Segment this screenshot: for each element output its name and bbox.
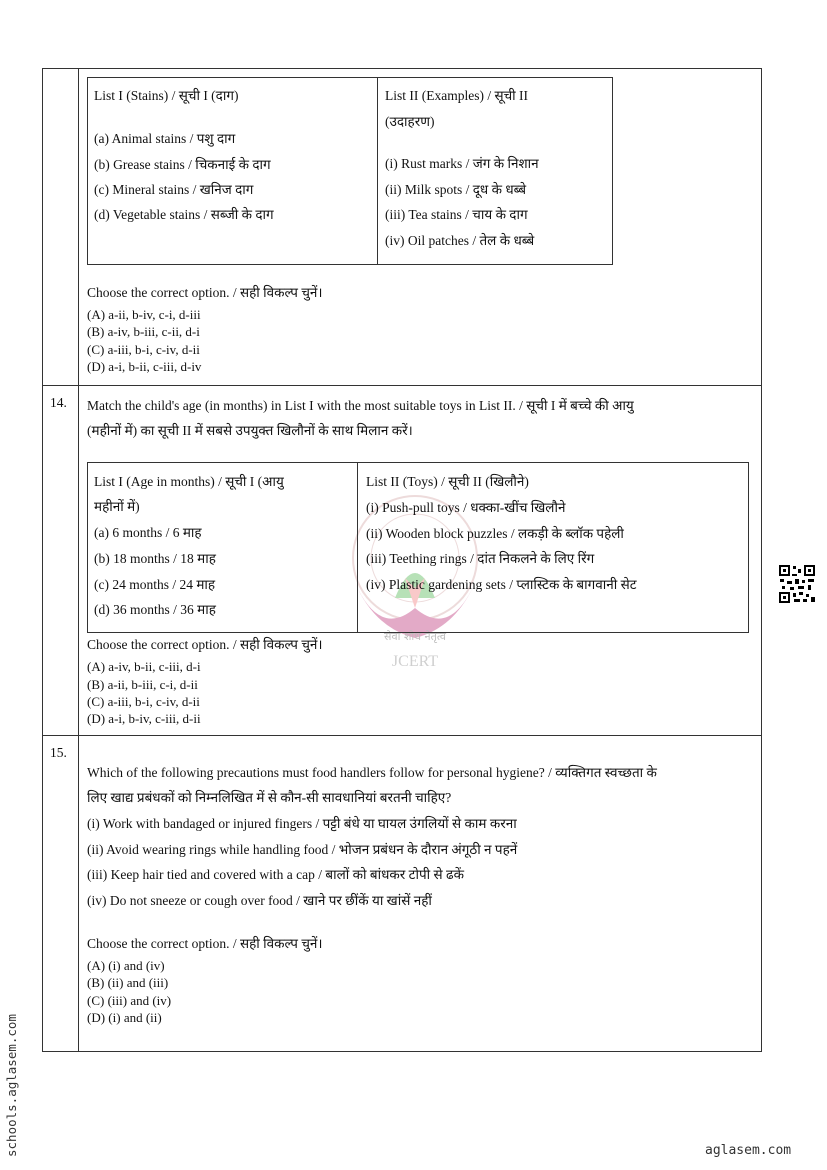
q14-list2-item: (iii) Teething rings / दांत निकलने के लिए रिंग — [366, 551, 595, 566]
row-divider-15 — [42, 735, 762, 736]
q13-list2-item: (iii) Tea stains / चाय के दाग — [385, 207, 528, 222]
q13-list1-item: (d) Vegetable stains / सब्जी के दाग — [94, 207, 274, 222]
q13-list1-item: (b) Grease stains / चिकनाई के दाग — [94, 157, 271, 172]
q13-option: (B) a-iv, b-iii, c-ii, d-i — [87, 324, 200, 339]
q14-option: (D) a-i, b-iv, c-iii, d-ii — [87, 711, 201, 726]
q15-statement: (i) Work with bandaged or injured fingers / पट्टी बंधे या घायल उंगलियों से काम करना — [87, 816, 517, 831]
q13-list2-header-cont: (उदाहरण) — [385, 114, 435, 129]
q14-list1-item: (c) 24 months / 24 माह — [94, 577, 216, 592]
question-number-14: 14. — [50, 395, 67, 410]
q13-list1-header: List I (Stains) / सूची I (दाग) — [94, 88, 239, 103]
q13-table-divider — [377, 77, 378, 265]
q14-option: (B) a-ii, b-iii, c-i, d-ii — [87, 677, 198, 692]
q13-choose-prompt: Choose the correct option. / सही विकल्प चुनें। — [87, 285, 323, 300]
q15-question-line: Which of the following precautions must food handlers follow for personal hygiene? / व्यक्तिगत स्वच्छता के — [87, 765, 657, 780]
q15-statement: (iii) Keep hair tied and covered with a cap / बालों को बांधकर टोपी से ढकें — [87, 867, 464, 882]
q13-list2-item: (iv) Oil patches / तेल के धब्बे — [385, 233, 535, 248]
side-watermark-text: schools.aglasem.com — [4, 1014, 19, 1157]
footer-text: aglasem.com — [705, 1143, 792, 1158]
q15-option: (D) (i) and (ii) — [87, 1010, 162, 1025]
q13-option: (A) a-ii, b-iv, c-i, d-iii — [87, 307, 201, 322]
q14-list1-header: List I (Age in months) / सूची I (आयु — [94, 474, 284, 489]
q15-question-line: लिए खाद्य प्रबंधकों को निम्नलिखित में से कौन-सी सावधानियां बरतनी चाहिए? — [87, 790, 452, 805]
number-column-divider — [78, 68, 79, 1052]
q13-list1-item: (c) Mineral stains / खनिज दाग — [94, 182, 254, 197]
row-divider-14 — [42, 385, 762, 386]
q15-option: (C) (iii) and (iv) — [87, 993, 172, 1008]
q14-question-line: Match the child's age (in months) in List I with the most suitable toys in List II. / सूची I में बच्चे की आयु — [87, 398, 634, 413]
q14-choose-prompt: Choose the correct option. / सही विकल्प चुनें। — [87, 637, 323, 652]
q14-question-line: (महीनों में) का सूची II में सबसे उपयुक्त खिलौनों के साथ मिलान करें। — [87, 423, 413, 438]
q15-statement: (iv) Do not sneeze or cough over food / खाने पर छींकें या खांसें नहीं — [87, 893, 432, 908]
q13-list2-item: (ii) Milk spots / दूध के धब्बे — [385, 182, 527, 197]
q14-list1-item: (d) 36 months / 36 माह — [94, 602, 216, 617]
q15-choose-prompt: Choose the correct option. / सही विकल्प चुनें। — [87, 936, 323, 951]
q13-option: (D) a-i, b-ii, c-iii, d-iv — [87, 359, 202, 374]
q14-list1-item: (b) 18 months / 18 माह — [94, 551, 216, 566]
q15-option: (A) (i) and (iv) — [87, 958, 165, 973]
watermark-motto: सेवा शोध नेतृत्व — [384, 630, 446, 643]
q14-list1-header-cont: महीनों में) — [94, 499, 140, 514]
q14-list2-item: (iv) Plastic gardening sets / प्लास्टिक के बागवानी सेट — [366, 577, 637, 592]
q14-table-divider — [357, 462, 358, 633]
q14-list1-item: (a) 6 months / 6 माह — [94, 525, 202, 540]
q14-option: (C) a-iii, b-i, c-iv, d-ii — [87, 694, 200, 709]
q15-option: (B) (ii) and (iii) — [87, 975, 169, 990]
watermark-name: JCERT — [391, 653, 439, 670]
qr-code-icon — [778, 564, 816, 604]
q13-option: (C) a-iii, b-i, c-iv, d-ii — [87, 342, 200, 357]
q14-list2-item: (i) Push-pull toys / धक्का-खींच खिलौने — [366, 500, 566, 515]
q15-statement: (ii) Avoid wearing rings while handling food / भोजन प्रबंधन के दौरान अंगूठी न पहनें — [87, 842, 518, 857]
q13-list2-item: (i) Rust marks / जंग के निशान — [385, 156, 539, 171]
q14-list2-header: List II (Toys) / सूची II (खिलौने) — [366, 474, 529, 489]
q13-list1-item: (a) Animal stains / पशु दाग — [94, 131, 236, 146]
question-number-15: 15. — [50, 745, 67, 760]
q14-option: (A) a-iv, b-ii, c-iii, d-i — [87, 659, 201, 674]
q14-list2-item: (ii) Wooden block puzzles / लकड़ी के ब्लॉक पहेली — [366, 526, 624, 541]
q13-list2-header: List II (Examples) / सूची II — [385, 88, 529, 103]
